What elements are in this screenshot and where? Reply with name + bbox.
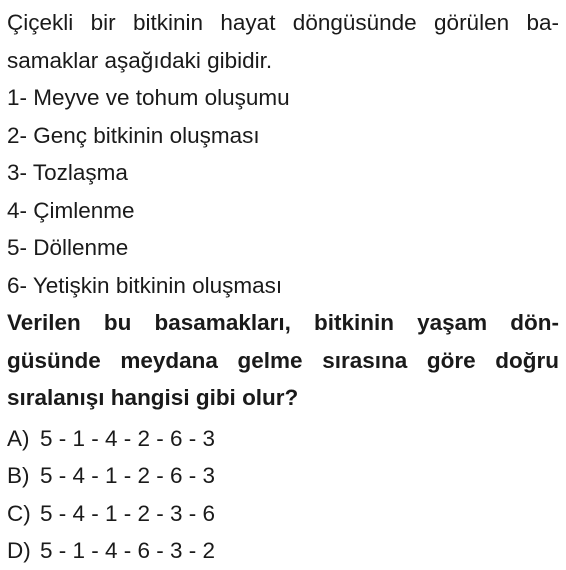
question-stem-line-1: Çiçekli bir bitkinin hayat döngüsünde görülen ba- <box>7 10 559 35</box>
question-prompt <box>7 304 559 417</box>
question-prompt-line-1: Verilen bu basamakları, bitkinin yaşam dön- <box>7 310 559 335</box>
option-text: 5 - 4 - 1 - 2 - 3 - 6 <box>40 500 216 526</box>
answer-option-d[interactable] <box>7 532 559 570</box>
option-text: 5 - 1 - 4 - 2 - 6 - 3 <box>40 425 216 451</box>
option-text: 5 - 4 - 1 - 2 - 6 - 3 <box>40 463 216 488</box>
answer-options <box>7 420 559 570</box>
step-item: 4- Çimlenme <box>7 197 135 223</box>
answer-option-a[interactable] <box>7 420 559 458</box>
question-block <box>7 4 559 570</box>
step-item: 6- Yetişkin bitkinin oluşması <box>7 272 283 298</box>
answer-option-b[interactable] <box>7 457 559 495</box>
option-letter: A) <box>7 425 30 451</box>
question-stem-line-2: samaklar aşağıdaki gibidir. <box>7 47 273 73</box>
option-text: 5 - 1 - 4 - 6 - 3 - 2 <box>40 538 216 563</box>
step-item: 5- Döllenme <box>7 235 129 260</box>
question-prompt-line-3: sıralanışı hangisi gibi olur? <box>7 385 299 410</box>
answer-option-c[interactable] <box>7 495 559 533</box>
step-item: 2- Genç bitkinin oluşması <box>7 122 260 148</box>
step-item: 3- Tozlaşma <box>7 160 128 185</box>
option-letter: C) <box>7 500 31 526</box>
step-list <box>7 79 559 304</box>
option-letter: B) <box>7 463 30 488</box>
step-item: 1- Meyve ve tohum oluşumu <box>7 85 290 110</box>
option-letter: D) <box>7 538 31 563</box>
question-prompt-line-2: güsünde meydana gelme sırasına göre doğru <box>7 347 559 373</box>
